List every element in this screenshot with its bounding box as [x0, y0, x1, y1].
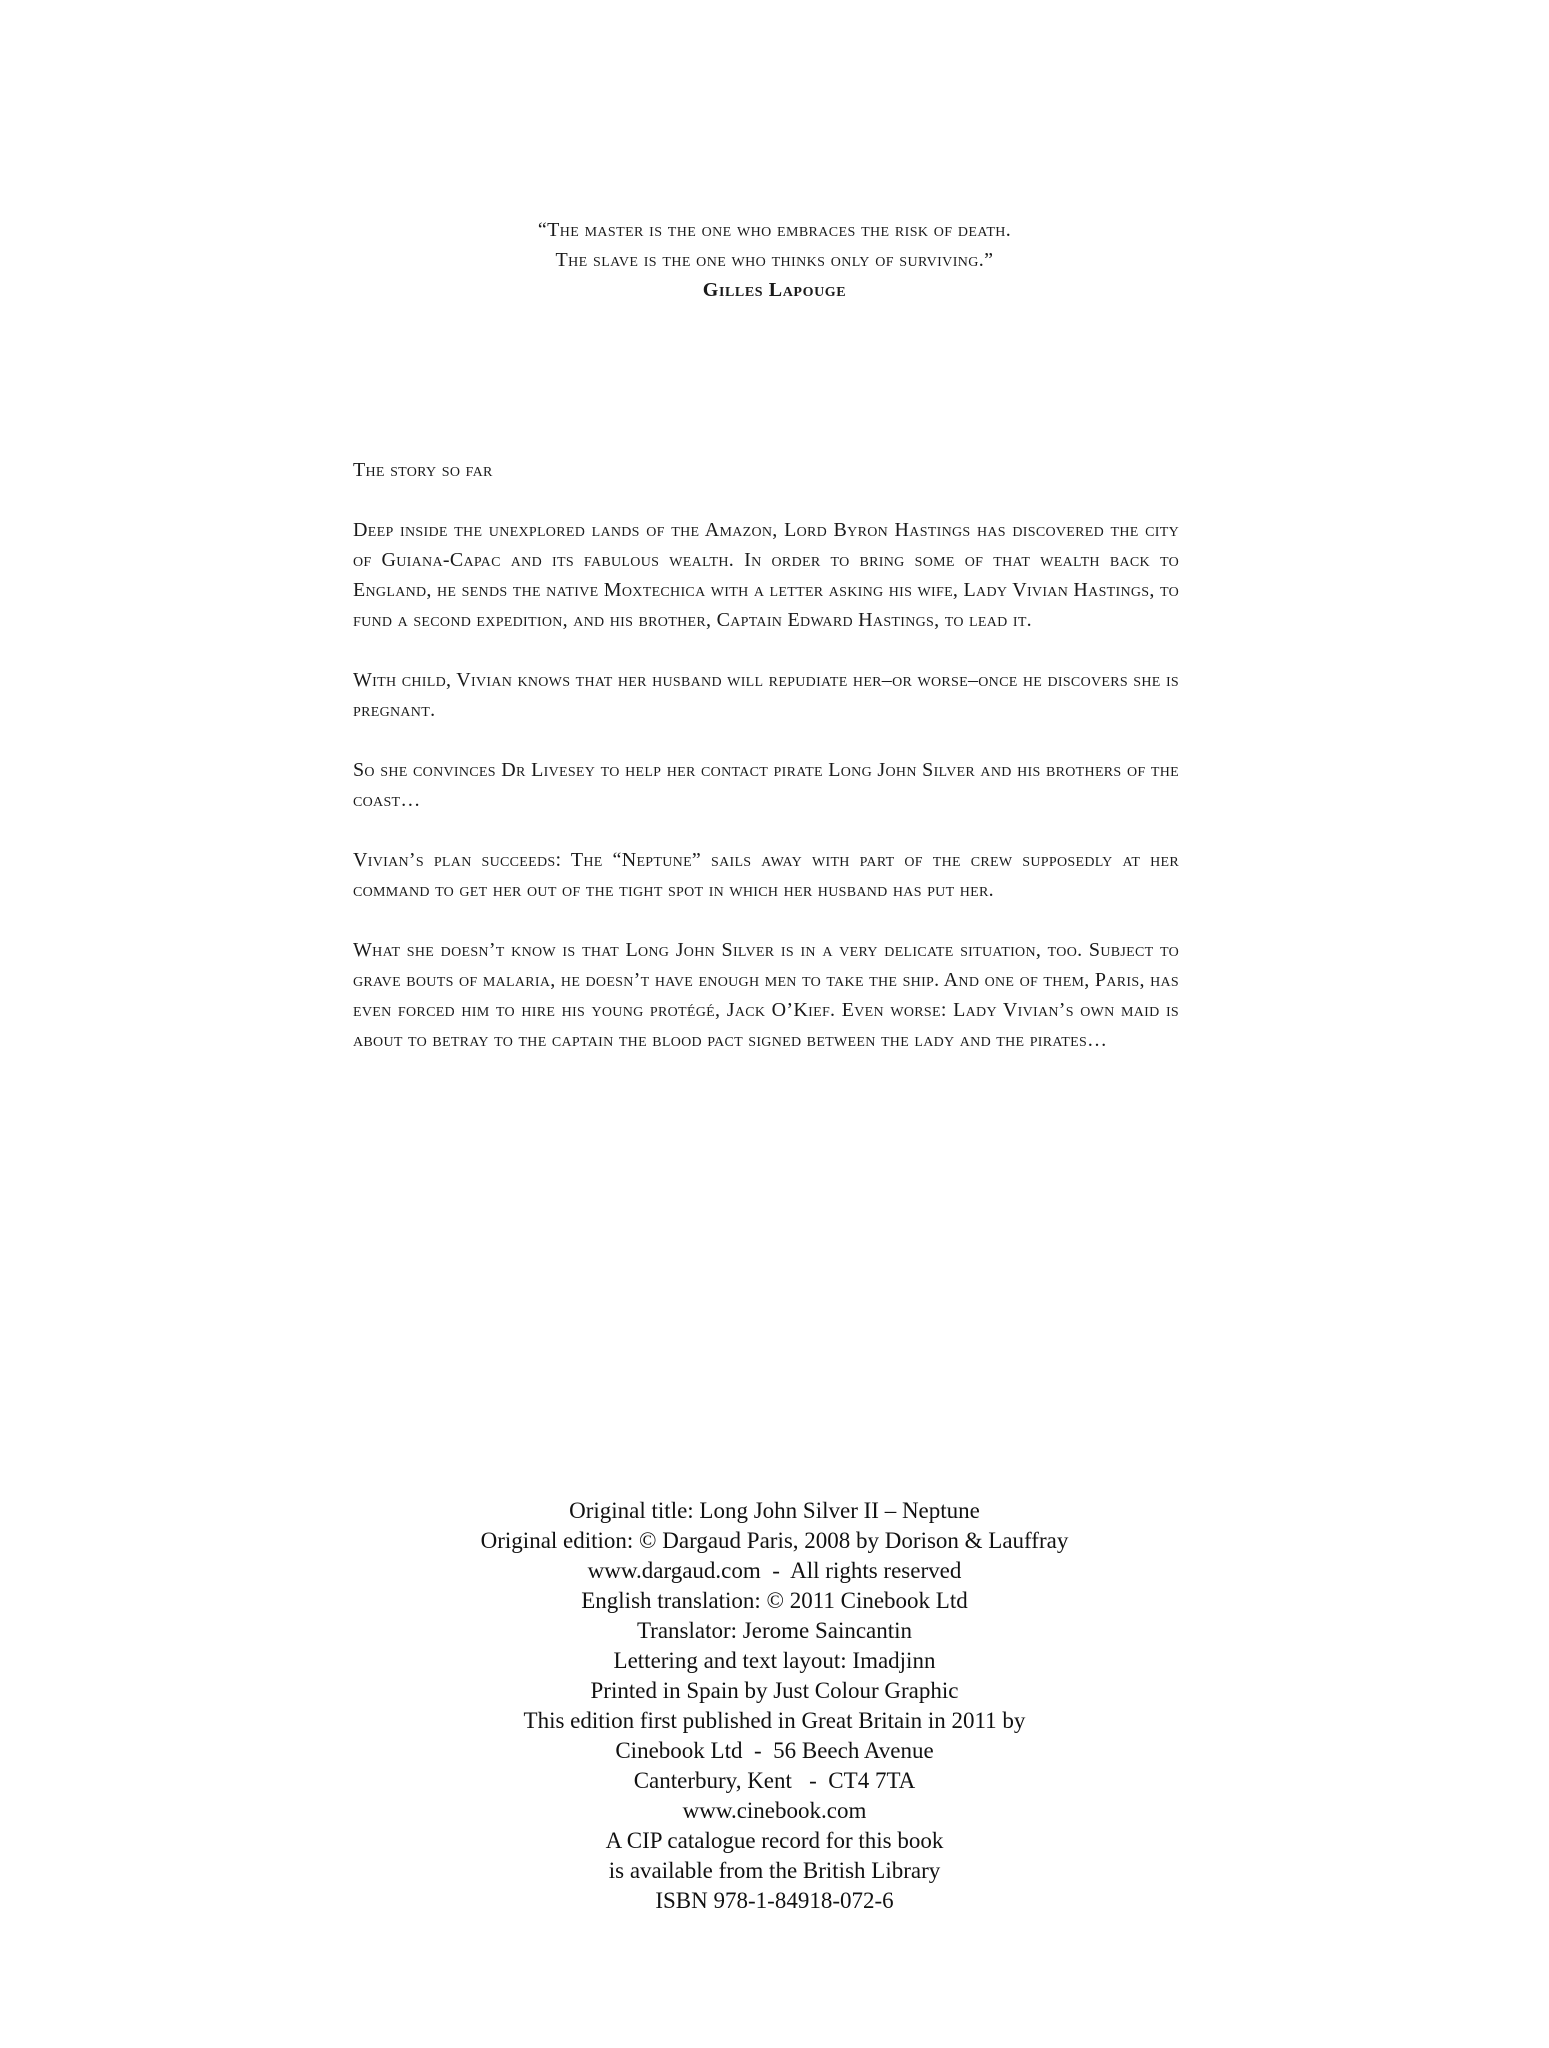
credit-line: Printed in Spain by Just Colour Graphic — [590, 1678, 959, 1703]
credit-line: English translation: © 2011 Cinebook Ltd — [581, 1588, 968, 1613]
story-paragraph: What she doesn’t know is that Long John Silver is in a very delicate situation, too. Subject to grave bouts of malaria, he doesn’t have enough men to take the ship. And one of them, Paris, has even forced him to hire his young protégé, Jack O’Kief. Even worse: Lady Vivian’s own maid is about to betray to the captain the blood pact signed between the lady and the pirates… — [353, 939, 1179, 1051]
credit-line: Original title: Long John Silver II – Neptune — [569, 1498, 980, 1523]
story-so-far-section — [353, 455, 1179, 1085]
epigraph-author: Gilles Lapouge — [702, 279, 847, 301]
story-paragraph: So she convinces Dr Livesey to help her contact pirate Long John Silver and his brothers of the coast… — [353, 759, 1179, 811]
epigraph-line: The slave is the one who thinks only of surviving.” — [555, 249, 994, 271]
credit-line: is available from the British Library — [608, 1858, 941, 1883]
story-paragraph: Deep inside the unexplored lands of the Amazon, Lord Byron Hastings has discovered the city of Guiana-Capac and its fabulous wealth. In order to bring some of that wealth back to England, he sends the native Moxtechica with a letter asking his wife, Lady Vivian Hastings, to fund a second expedition, and his brother, Captain Edward Hastings, to lead it. — [353, 519, 1179, 631]
credit-line: Original edition: © Dargaud Paris, 2008 by Dorison & Lauffray — [480, 1528, 1069, 1553]
credit-line: www.cinebook.com — [682, 1798, 867, 1823]
credit-line: Lettering and text layout: Imadjinn — [613, 1648, 936, 1673]
epigraph-line: “The master is the one who embraces the risk of death. — [537, 219, 1012, 241]
copyright-credits — [0, 1496, 1549, 1916]
story-paragraph: Vivian’s plan succeeds: The “Neptune” sails away with part of the crew supposedly at her command to get her out of the tight spot in which her husband has put her. — [353, 849, 1179, 901]
credit-line: A CIP catalogue record for this book — [605, 1828, 944, 1853]
credit-line: Cinebook Ltd - 56 Beech Avenue — [615, 1738, 934, 1763]
story-heading: The story so far — [353, 459, 493, 481]
credit-line: Translator: Jerome Saincantin — [636, 1618, 913, 1643]
epigraph-quote — [0, 215, 1549, 305]
credit-line: This edition first published in Great Britain in 2011 by — [523, 1708, 1026, 1733]
credit-line: ISBN 978-1-84918-072-6 — [655, 1888, 894, 1913]
story-paragraph: With child, Vivian knows that her husband will repudiate her–or worse–once he discovers she is pregnant. — [353, 669, 1179, 721]
credit-line: Canterbury, Kent - CT4 7TA — [633, 1768, 916, 1793]
credit-line: www.dargaud.com - All rights reserved — [587, 1558, 962, 1583]
